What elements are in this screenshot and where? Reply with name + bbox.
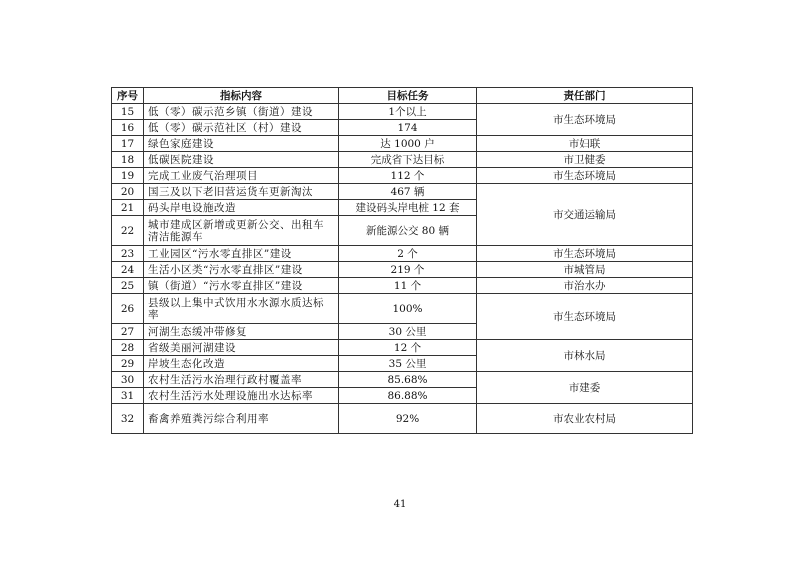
indicator-name: 工业园区“污水零直排区”建设 [144, 246, 339, 262]
responsible-dept: 市林水局 [477, 340, 693, 372]
header-no: 序号 [112, 88, 144, 104]
row-number: 16 [112, 120, 144, 136]
indicator-target: 1个以上 [339, 104, 477, 120]
responsible-dept: 市农业农村局 [477, 404, 693, 434]
indicator-name: 农村生活污水治理行政村覆盖率 [144, 372, 339, 388]
row-number: 29 [112, 356, 144, 372]
indicator-target: 12 个 [339, 340, 477, 356]
table-row [112, 184, 693, 200]
indicator-target: 建设码头岸电桩 12 套 [339, 200, 477, 216]
responsible-dept: 市生态环境局 [477, 104, 693, 136]
row-number: 20 [112, 184, 144, 200]
table-row [112, 246, 693, 262]
row-number: 15 [112, 104, 144, 120]
table-row [112, 136, 693, 152]
indicator-name: 河湖生态缓冲带修复 [144, 324, 339, 340]
indicator-table [111, 87, 693, 434]
indicator-name: 农村生活污水处理设施出水达标率 [144, 388, 339, 404]
row-number: 32 [112, 404, 144, 434]
indicator-name: 畜禽养殖粪污综合利用率 [144, 404, 339, 434]
page-number: 41 [393, 499, 407, 510]
indicator-name: 低碳医院建设 [144, 152, 339, 168]
row-number: 31 [112, 388, 144, 404]
indicator-name: 镇（街道）“污水零直排区”建设 [144, 278, 339, 294]
responsible-dept: 市生态环境局 [477, 168, 693, 184]
header-dept: 责任部门 [477, 88, 693, 104]
indicator-name: 岸坡生态化改造 [144, 356, 339, 372]
table-row [112, 152, 693, 168]
table-row [112, 404, 693, 434]
indicator-target: 35 公里 [339, 356, 477, 372]
indicator-target: 112 个 [339, 168, 477, 184]
table-row [112, 372, 693, 388]
row-number: 25 [112, 278, 144, 294]
indicator-name: 绿色家庭建设 [144, 136, 339, 152]
row-number: 21 [112, 200, 144, 216]
indicator-name: 城市建成区新增或更新公交、出租车清洁能源车 [144, 216, 339, 246]
row-number: 27 [112, 324, 144, 340]
indicator-name: 省级美丽河湖建设 [144, 340, 339, 356]
row-number: 18 [112, 152, 144, 168]
responsible-dept: 市生态环境局 [477, 246, 693, 262]
indicator-target: 100% [339, 294, 477, 324]
table-row [112, 294, 693, 324]
table-header-row [112, 88, 693, 104]
indicator-name: 低（零）碳示范社区（村）建设 [144, 120, 339, 136]
table-row [112, 168, 693, 184]
indicator-target: 92% [339, 404, 477, 434]
indicator-target: 467 辆 [339, 184, 477, 200]
table-row [112, 278, 693, 294]
row-number: 24 [112, 262, 144, 278]
indicator-target: 30 公里 [339, 324, 477, 340]
row-number: 22 [112, 216, 144, 246]
row-number: 17 [112, 136, 144, 152]
responsible-dept: 市交通运输局 [477, 184, 693, 246]
indicator-name: 县级以上集中式饮用水水源水质达标率 [144, 294, 339, 324]
responsible-dept: 市卫健委 [477, 152, 693, 168]
indicator-target: 174 [339, 120, 477, 136]
table-row [112, 262, 693, 278]
row-number: 30 [112, 372, 144, 388]
indicator-target: 86.88% [339, 388, 477, 404]
indicator-name: 完成工业废气治理项目 [144, 168, 339, 184]
row-number: 23 [112, 246, 144, 262]
header-name: 指标内容 [144, 88, 339, 104]
indicator-target: 完成省下达目标 [339, 152, 477, 168]
row-number: 26 [112, 294, 144, 324]
row-number: 19 [112, 168, 144, 184]
indicator-target: 2 个 [339, 246, 477, 262]
indicator-target: 11 个 [339, 278, 477, 294]
responsible-dept: 市生态环境局 [477, 294, 693, 340]
indicator-target: 新能源公交 80 辆 [339, 216, 477, 246]
responsible-dept: 市治水办 [477, 278, 693, 294]
table-row [112, 340, 693, 356]
indicator-target: 219 个 [339, 262, 477, 278]
indicator-name: 低（零）碳示范乡镇（街道）建设 [144, 104, 339, 120]
indicator-name: 国三及以下老旧营运货车更新淘汰 [144, 184, 339, 200]
indicator-name: 生活小区类“污水零直排区”建设 [144, 262, 339, 278]
responsible-dept: 市建委 [477, 372, 693, 404]
table-row [112, 104, 693, 120]
responsible-dept: 市妇联 [477, 136, 693, 152]
header-target: 目标任务 [339, 88, 477, 104]
row-number: 28 [112, 340, 144, 356]
indicator-name: 码头岸电设施改造 [144, 200, 339, 216]
indicator-target: 达 1000 户 [339, 136, 477, 152]
responsible-dept: 市城管局 [477, 262, 693, 278]
indicator-target: 85.68% [339, 372, 477, 388]
